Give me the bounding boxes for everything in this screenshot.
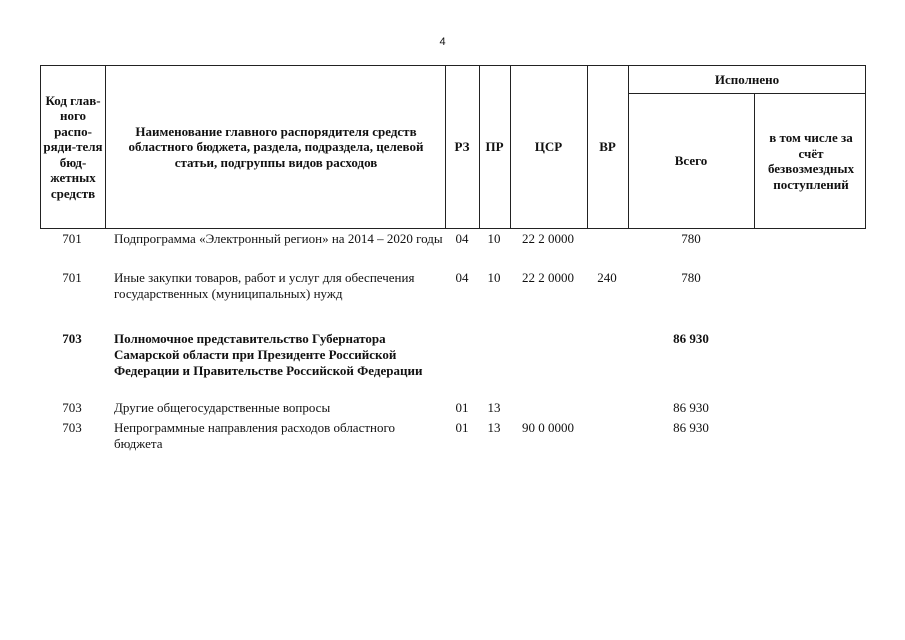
header-rz: РЗ: [454, 139, 470, 155]
header-total: Всего: [674, 153, 708, 169]
cell-pr: 13: [487, 420, 501, 435]
header-code: Код глав-ного распо-ряди-теля бюд-жетных средств: [43, 92, 103, 201]
page-number: 4: [439, 36, 446, 48]
cell-rz: 04: [455, 231, 469, 246]
cell-rz: 01: [455, 420, 469, 435]
cell-code: 703: [62, 400, 82, 415]
cell-name: Подпрограмма «Электронный регион» на 2014 – 2020 годы: [114, 231, 443, 246]
cell-total: 86 930: [673, 331, 709, 346]
header-name: Наименование главного распорядителя средств областного бюджета, раздела, подраздела, целевой статьи, подгруппы видов расходов: [128, 123, 424, 170]
cell-code: 701: [62, 270, 82, 285]
cell-rz: 04: [455, 270, 469, 285]
cell-total: 780: [681, 231, 701, 246]
divider: [754, 93, 755, 228]
cell-name: Полномочное представительство Губернатора Самарской области при Президенте Российской Федерации и Правительстве Российской Федерации: [114, 331, 423, 378]
cell-pr: 10: [487, 231, 501, 246]
cell-code: 701: [62, 231, 82, 246]
header-vr: ВР: [599, 139, 616, 155]
header-pr: ПР: [485, 139, 504, 155]
cell-rz: 01: [455, 400, 469, 415]
cell-vr: 240: [597, 270, 617, 285]
cell-name: Непрограммные направления расходов областного бюджета: [114, 420, 395, 451]
cell-total: 780: [681, 270, 701, 285]
cell-code: 703: [62, 420, 82, 435]
header-executed: Исполнено: [714, 71, 780, 87]
header-including: в том числе за счёт безвозмездных поступлений: [767, 130, 855, 192]
table-header: [40, 65, 866, 229]
cell-name: Другие общегосударственные вопросы: [114, 400, 331, 415]
cell-name: Иные закупки товаров, работ и услуг для обеспечения государственных (муниципальных) нужд: [114, 270, 415, 301]
cell-csr: 90 0 0000: [522, 420, 574, 435]
cell-total: 86 930: [673, 400, 709, 415]
cell-pr: 13: [487, 400, 501, 415]
cell-csr: 22 2 0000: [522, 231, 574, 246]
cell-csr: 22 2 0000: [522, 270, 574, 285]
divider: [105, 66, 106, 228]
header-csr: ЦСР: [534, 139, 563, 155]
cell-code: 703: [62, 331, 82, 346]
cell-pr: 10: [487, 270, 501, 285]
cell-total: 86 930: [673, 420, 709, 435]
